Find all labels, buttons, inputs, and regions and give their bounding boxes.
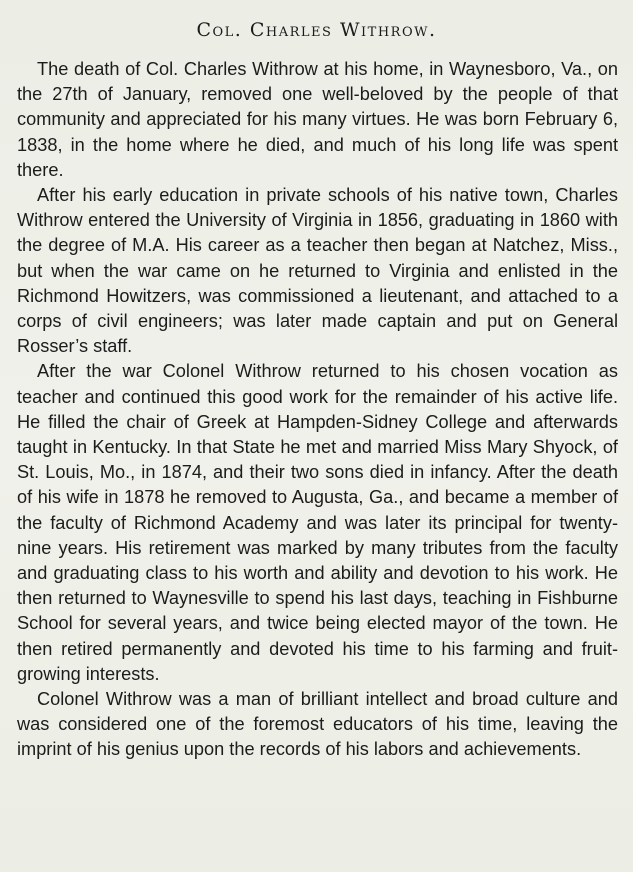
article-body: [17, 57, 618, 763]
paragraph-career: After his early education in private schools of his native town, Charles Withrow entered the University of Virginia in 1856, graduating in 1860 with the degree of M.A. His career as a teacher then began at Natchez, Miss., but when the war came on he returned to Virginia and enlisted in the Richmond Howitzers, was commissioned a lieutenant, and attached to a corps of civil engineers; was later made captain and put on General Rosser’s staff.: [17, 185, 618, 357]
paragraph-tribute: Colonel Withrow was a man of brilliant intellect and broad culture and was considered one of the foremost educators of his time, leaving the imprint of his genius upon the records of his labors and achievements.: [17, 689, 618, 760]
paragraph-teaching: After the war Colonel Withrow returned to his chosen vocation as teacher and continued this good work for the remainder of his active life. He filled the chair of Greek at Hampden-Sidney College and afterwards taught in Kentucky. In that State he met and married Miss Mary Shyock, of St. Louis, Mo., in 1874, and their two sons died in infancy. After the death of his wife in 1878 he removed to Augusta, Ga., and became a member of the faculty of Richmond Academy and was later its principal for twenty-nine years. His retirement was marked by many tributes from the faculty and graduating class to his worth and ability and devotion to his work. He then returned to Waynesville to spend his last days, teaching in Fishburne School for several years, and twice being elected mayor of the town. He then retired permanently and devoted his time to his farming and fruit-growing interests.: [17, 361, 618, 684]
paragraph-death: The death of Col. Charles Withrow at his home, in Waynesboro, Va., on the 27th of January, removed one well-beloved by the people of that community and appreciated for his many virtues. He was born February 6, 1838, in the home where he died, and much of his long life was spent there.: [17, 59, 618, 180]
article-title: Col. Charles Withrow.: [196, 19, 437, 41]
